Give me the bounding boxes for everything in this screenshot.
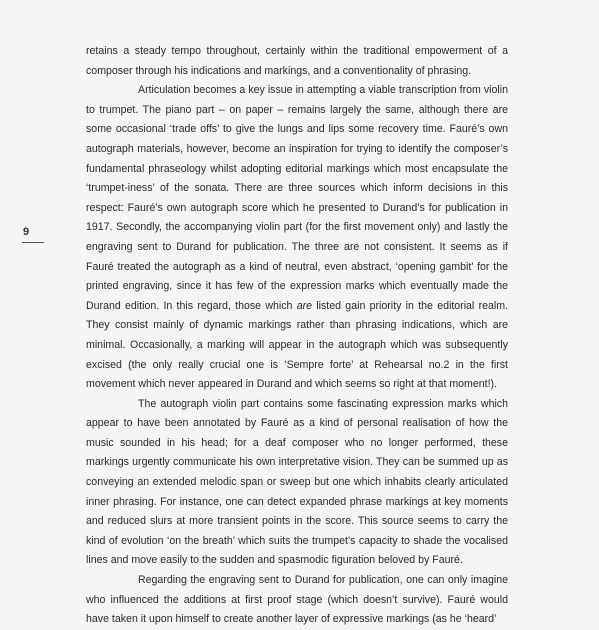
paragraph-2 [86, 81, 508, 395]
paragraph-1: retains a steady tempo throughout, certainly within the traditional empowerment of a composer through his indications and markings, and a conventionality of phrasing. [86, 45, 508, 77]
paragraph-2-text-before: Articulation becomes a key issue in attempting a viable transcription from violin to trumpet. The piano part – on paper – remains largely the same, although there are some occasional ‘trade offs’ to give the lungs and lips some recovery time. Fauré’s own autograph materials, however, become an inspiration for trying to identify the composer’s fundamental phraseology whilst adopting editorial markings which most encapsulate the ‘trumpet-iness’ of the sonata. There are three sources which inform decisions in this respect: Fauré’s own autograph score which he presented to Durand’s for publication in 1917. Secondly, the accompanying violin part (for the first movement only) and lastly the engraving sent to Durand for publication. The three are not consistent. It seems as if Fauré treated the autograph as a kind of neutral, even abstract, ‘opening gambit’ for the printed engraving, since it has few of the expression marks which eventually made the Durand edition. In this regard, those which [86, 84, 508, 312]
page-number: 9 [23, 226, 30, 238]
page-number-block [22, 226, 44, 243]
paragraph-2-text-after: listed gain priority in the editorial realm. They consist mainly of dynamic markings rather than phrasing indications, which are minimal. Occasionally, a marking will appear in the autograph which was subsequently excised (the only really crucial one is ‘Sempre forte’ at Rehearsal no.2 in the first movement which never appeared in Durand and which seems so right at that moment!). [86, 299, 508, 391]
page-number-rule [22, 242, 44, 243]
paragraph-4: Regarding the engraving sent to Durand for publication, one can only imagine who influenced the additions at first proof stage (which doesn’t survive). Fauré would have taken it upon himself to create another layer of expressive markings (as he ‘heard’ [86, 574, 508, 626]
body-text [86, 42, 508, 630]
paragraph-2-emphasis: are [296, 299, 313, 312]
paragraph-3: The autograph violin part contains some fascinating expression marks which appear to have been annotated by Fauré as a kind of personal realisation of how the music sounded in his head; for a deaf composer who no longer performed, these markings urgently communicate his own interpretative vision. They can be summed up as conveying an extended melodic span or sweep but one which inhabits clearly articulated inner phrasing. For instance, one can detect expanded phrase markings at key moments and reduced slurs at more transient points in the score. This source seems to carry the kind of evolution ‘on the breath’ which suits the trumpet’s capacity to shade the vocalised lines and move easily to the sudden and spasmodic figuration beloved by Fauré. [86, 397, 508, 567]
